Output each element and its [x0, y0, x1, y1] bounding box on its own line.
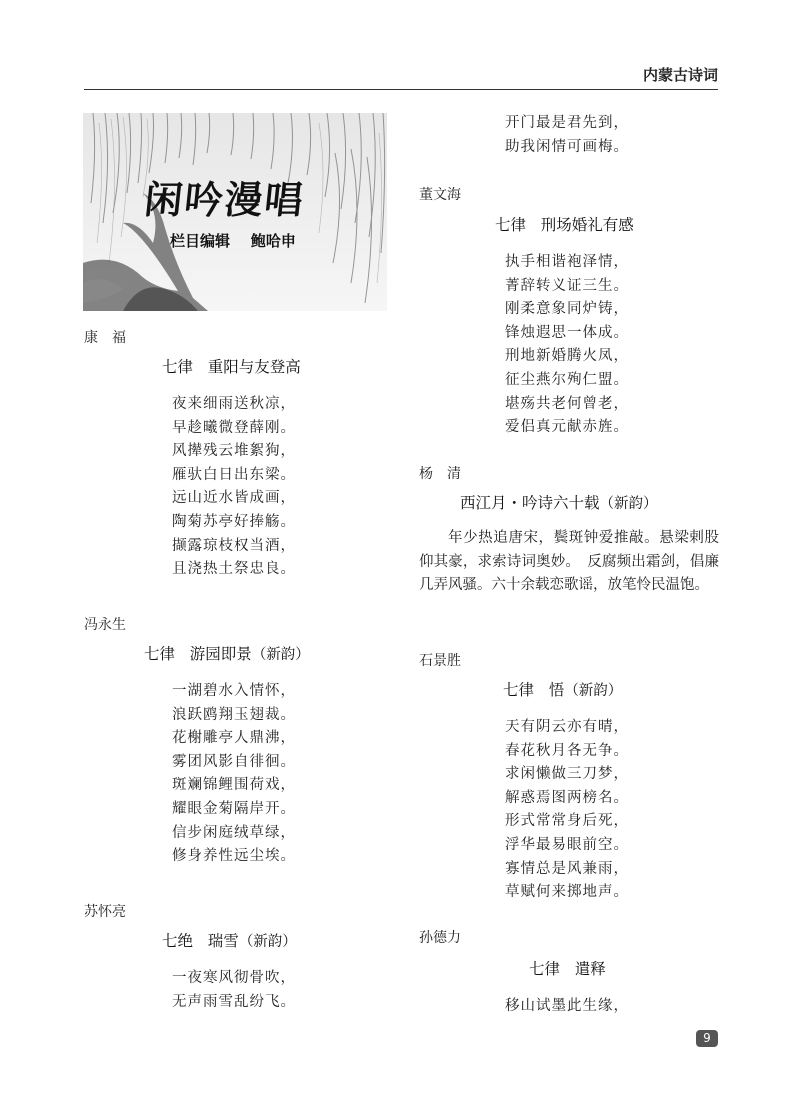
- poem-line: 无声雨雪乱纷飞。: [172, 993, 296, 1010]
- poem-author: 冯永生: [84, 617, 126, 633]
- poem-line: 堪殇共老何曾老，: [505, 395, 629, 412]
- editor-label: 栏目编辑: [170, 232, 231, 250]
- poem-line: 风撵残云堆絮狗，: [172, 443, 296, 460]
- poem-lines: [505, 995, 629, 1019]
- poem-name: 吟诗六十载: [522, 494, 600, 512]
- poem-form: 七律: [162, 358, 194, 376]
- header-rule: [84, 89, 718, 90]
- poem-line: 雾团风影自徘徊。: [172, 753, 296, 770]
- editor-name: 鲍哈申: [250, 232, 296, 250]
- poem-line: 移山试墨此生缘，: [505, 998, 629, 1014]
- poem-line: 浮华最易眼前空。: [505, 836, 629, 853]
- poem-line: 远山近水皆成画，: [172, 490, 296, 507]
- poem-lines: [172, 967, 296, 1014]
- poem-line: 菁辞转义证三生。: [505, 277, 629, 294]
- poem-title: 西江月・吟诗六十载（新韵）: [460, 494, 658, 512]
- poem-author: 杨 清: [419, 466, 461, 482]
- poem-line: 信步闲庭绒草绿，: [172, 824, 296, 841]
- poem-author: 孙德力: [419, 930, 461, 946]
- poem-line: 开门最是君先到，: [505, 115, 629, 131]
- poem-line: 解惑焉图两榜名。: [505, 789, 629, 806]
- poem-note: （新韵）: [599, 496, 658, 512]
- poem-line: 早趁曦微登薛刚。: [172, 419, 296, 436]
- journal-title: 内蒙古诗词: [642, 66, 718, 84]
- poem-line: 寡情总是风兼雨，: [505, 860, 629, 877]
- poem-line: 夜来细雨送秋凉，: [172, 396, 296, 412]
- poem-line: 且浇热土祭忠良。: [172, 561, 296, 578]
- column-title: 闲吟漫唱: [142, 178, 307, 222]
- poem-lines: [505, 112, 629, 159]
- poem-line: 刑地新婚腾火凤，: [505, 348, 629, 365]
- poem-line: 助我闲情可画梅。: [505, 138, 629, 155]
- poem-title: [162, 355, 301, 377]
- poem-line: 形式常常身后死，: [505, 813, 629, 830]
- column-banner: [83, 113, 387, 311]
- poem-name: 遣释: [574, 960, 606, 978]
- poem-note: （新韵）: [238, 934, 297, 950]
- poem-author: 苏怀亮: [84, 904, 126, 920]
- poem-prose: 年少热追唐宋，鬓斑钟爱推敲。悬梁剌股仰其豪，求索诗词奥妙。 反腐频出霜剑，倡廉几弄风骚。六十余载恋歌谣，放笔怜民温饱。: [419, 530, 719, 594]
- poem-form: 七律: [529, 960, 561, 978]
- poem-lines: [505, 716, 629, 905]
- poem-name: 瑞雪: [207, 932, 239, 950]
- poem-name: 悟: [548, 681, 565, 699]
- poem-line: 春花秋月各无争。: [505, 742, 629, 759]
- poem-form: 七律: [503, 681, 535, 699]
- poem-line: 征尘燕尔殉仁盟。: [505, 371, 629, 388]
- poem-form: 七律: [495, 216, 527, 234]
- poem-line: 耀眼金菊隔岸开。: [172, 800, 296, 817]
- column-editor: [170, 230, 296, 251]
- poem-line: 斑斓锦鲤围荷戏，: [172, 777, 296, 794]
- poem-title: [529, 957, 606, 979]
- poem-name: 游园即景: [189, 645, 252, 663]
- poem-form: 西江月: [460, 494, 507, 512]
- poem-line: 浪跃鸥翔玉翅裁。: [172, 706, 296, 723]
- poem-lines: [172, 393, 296, 582]
- poem-title: [503, 678, 622, 700]
- poem-title: [162, 929, 297, 951]
- poem-line: 执手相谐袍泽情，: [505, 254, 629, 270]
- poem-author: 董文海: [419, 187, 461, 203]
- poem-line: 雁驮白日出东梁。: [172, 466, 296, 483]
- poem-author: 康 福: [84, 330, 126, 346]
- poem-line: 撷露琼枝权当酒，: [172, 537, 296, 554]
- poem-form: 七律: [144, 645, 176, 663]
- poem-line: 爱侣真元献赤旌。: [505, 419, 629, 436]
- poem-line: 一夜寒风彻骨吹，: [172, 970, 296, 986]
- poem-title: [495, 213, 634, 235]
- poem-lines: [505, 251, 629, 440]
- poem-line: 花榭雕亭人鼎沸，: [172, 730, 296, 747]
- poem-line: 锋烛遐思一体成。: [505, 324, 629, 341]
- poem-note: （新韵）: [564, 683, 623, 699]
- poem-title: [144, 642, 310, 664]
- poem-form: 七绝: [162, 932, 194, 950]
- poem-name: 刑场婚礼有感: [540, 216, 634, 234]
- poem-author: 石景胜: [419, 653, 461, 669]
- poem-line: 求闲懒做三刀梦，: [505, 766, 629, 783]
- poem-line: 草赋何来掷地声。: [505, 884, 629, 901]
- poem-line: 修身养性远尘埃。: [172, 848, 296, 865]
- poem-name: 重阳与友登高: [207, 358, 301, 376]
- poem-note: （新韵）: [251, 647, 310, 663]
- poem-lines: [172, 680, 296, 869]
- poem-line: 天有阴云亦有晴，: [505, 719, 629, 735]
- poem-line: 陶菊苏亭好捧觞。: [172, 513, 296, 530]
- poem-line: 刚柔意象同炉铸，: [505, 301, 629, 318]
- page-number: 9: [696, 1030, 718, 1047]
- poem-line: 一湖碧水入情怀，: [172, 683, 296, 699]
